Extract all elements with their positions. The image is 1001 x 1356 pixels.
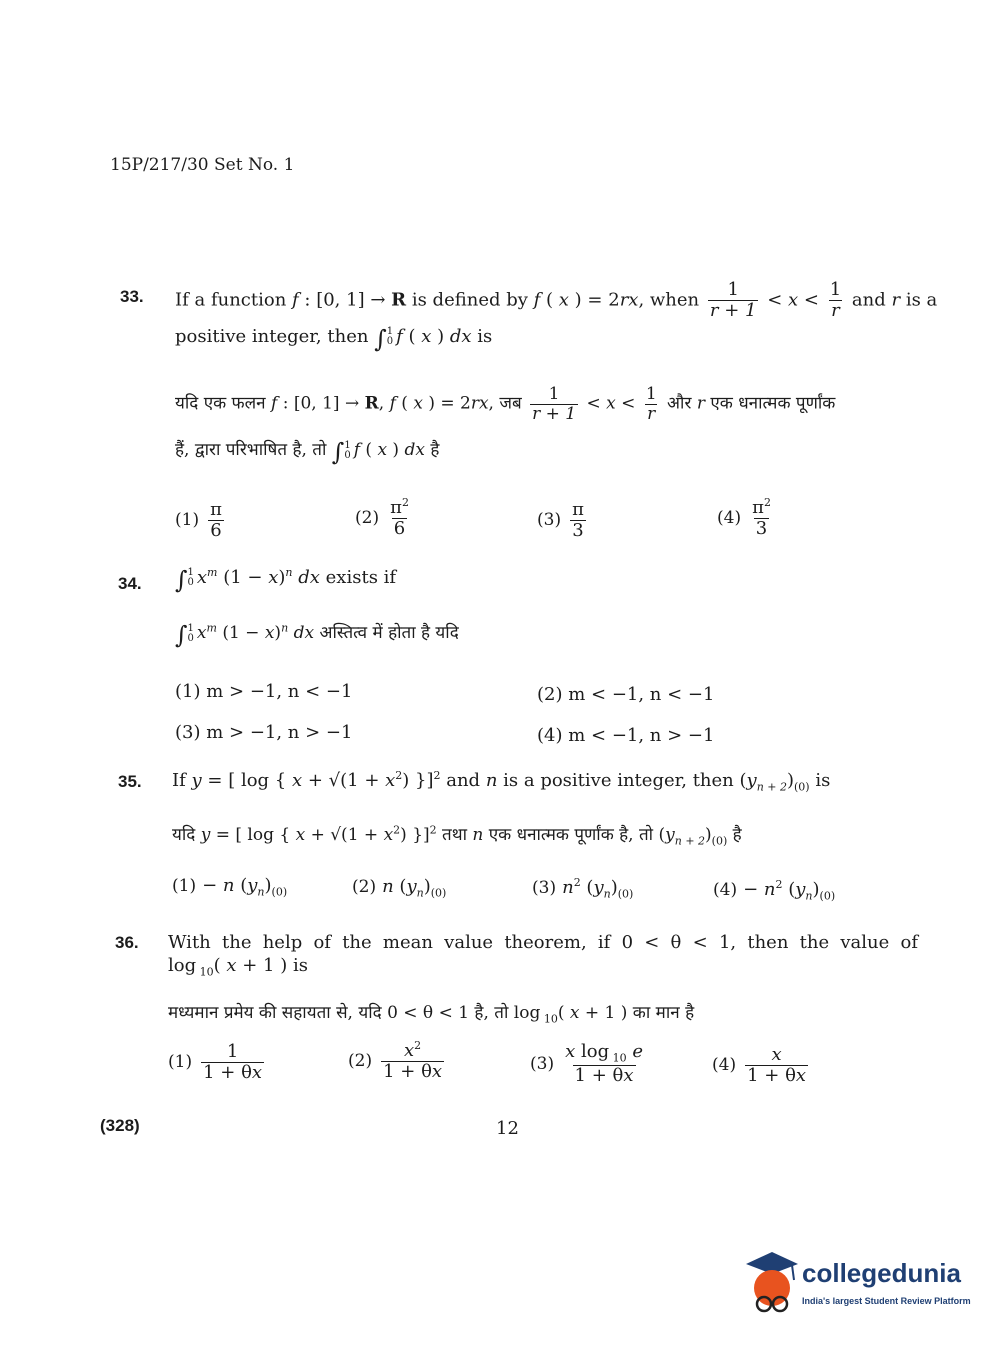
q33-text-e: is a: [905, 289, 938, 311]
q33-option-4[interactable]: (4) $\frac{\pi^2}{3}$: [717, 496, 771, 539]
q35-hindi-c: एक धनात्मक पूर्णांक है, तो: [488, 825, 654, 845]
q36-hindi-a: मध्यमान प्रमेय की सहायता से, यदि 0 < θ < 1 है, तो: [168, 1003, 509, 1023]
q33-hindi-d: एक धनात्मक पूर्णांक: [710, 393, 836, 414]
q34-option-4[interactable]: (4) m < −1, n > −1: [537, 725, 715, 746]
q33-text-a: If a function: [175, 289, 287, 311]
q34-option-2[interactable]: (2) m < −1, n < −1: [537, 684, 715, 705]
q36-hindi: मध्यमान प्रमेय की सहायता से, यदि 0 < θ < 1 है, तो log $_{10}$( x + 1 ) का मान है: [168, 1003, 695, 1026]
q34-hindi: ∫ 1 0 $x^m$ $(1 - x)^n$ dx अस्तित्व में होता है यदि: [175, 621, 459, 649]
q33-hindi-line1: यदि एक फलन f : [0, 1] → R, f ( x ) = 2rx, जब $\frac{1}{r + 1}$ < x < $\frac{1}{r}$ और r एक धनात्मक पूर्णांक: [175, 384, 836, 424]
q34-text-en: exists if: [325, 567, 397, 588]
q35-text-a: If: [172, 770, 186, 791]
q33-hindi-f: है: [430, 440, 440, 460]
q35-option-2[interactable]: (2) n $(y_n)_{(0)}$: [352, 876, 447, 900]
q33-hindi-a: यदि एक फलन: [175, 393, 266, 414]
paper-code: (328): [100, 1116, 140, 1135]
q35-text-c: is a positive integer, then: [503, 770, 734, 791]
question-number-34: 34.: [118, 574, 142, 593]
q34-text-hi: अस्तित्व में होता है यदि: [319, 623, 459, 643]
q35-text-d: is: [815, 770, 831, 791]
q33-text-g: is: [477, 326, 493, 347]
question-number-36: 36.: [115, 933, 139, 952]
q36-text-b: is: [292, 955, 308, 976]
q35-hindi-d: है: [732, 825, 742, 845]
q33-option-1[interactable]: (1) $\frac{\pi}{6}$: [175, 499, 222, 541]
page-number: 12: [496, 1118, 519, 1139]
mascot-icon: [742, 1250, 802, 1320]
q36-english-line2: log $_{10}$( x + 1 ) is: [168, 955, 308, 979]
q36-option-4[interactable]: (4) $\frac{x}{1 + \theta x}$: [712, 1044, 807, 1086]
q33-text-f: positive integer, then: [175, 326, 369, 347]
q33-hindi-e: हैं, द्वारा परिभाषित है, तो: [175, 440, 327, 460]
q35-hindi-a: यदि: [172, 825, 196, 845]
q35-english: If y = [ log { $x + √(1 + x^2)$ }]$^2$ and n is a positive integer, then $(y_{n + 2})_{(0)}$ is: [172, 769, 831, 794]
question-number-33: 33.: [120, 287, 144, 306]
q34-option-1[interactable]: (1) m > −1, n < −1: [175, 681, 353, 702]
question-number-35: 35.: [118, 772, 142, 791]
set-label: 15P/217/30 Set No. 1: [110, 155, 295, 175]
q35-option-1[interactable]: (1) − n $(y_n)_{(0)}$: [172, 875, 288, 899]
q33-english-line2: positive integer, then ∫ 1 0 f ( x ) dx is: [175, 325, 493, 353]
q33-hindi-c: और: [667, 393, 692, 414]
q35-text-b: and: [446, 770, 481, 791]
q33-text-d: and: [851, 289, 886, 311]
q36-option-2[interactable]: (2) $\frac{x^2}{1 + \theta x}$: [348, 1039, 443, 1082]
q36-english-line1: With the help of the mean value theorem, if 0 < θ < 1, then the value of: [168, 932, 918, 953]
q33-text-b: is defined by: [411, 289, 528, 311]
q35-hindi: यदि y = [ log { $x + √(1 + x^2)$ }]$^2$ तथा n एक धनात्मक पूर्णांक है, तो $(y_{n + 2})_{(0)}$ है: [172, 823, 742, 848]
q33-option-2[interactable]: (2) $\frac{\pi^2}{6}$: [355, 496, 409, 539]
q36-option-3[interactable]: (3) $\frac{x \log _{10} e}{1 + \theta x}$: [530, 1041, 643, 1086]
q33-option-3[interactable]: (3) $\frac{\pi}{3}$: [537, 499, 584, 541]
collegedunia-logo: [742, 1250, 972, 1320]
q34-english: ∫ 1 0 $x^m$ $(1 - x)^n$ dx exists if: [175, 566, 397, 594]
q33-hindi-line2: हैं, द्वारा परिभाषित है, तो ∫ 1 0 f ( x ) dx है: [175, 438, 440, 466]
q34-option-3[interactable]: (3) m > −1, n > −1: [175, 722, 353, 743]
q33-hindi-b: जब: [499, 393, 522, 414]
q36-hindi-b: का मान है: [632, 1003, 695, 1023]
brand-name: collegedunia: [802, 1258, 961, 1288]
q35-option-3[interactable]: (3) $n^2$ $(y_n)_{(0)}$: [532, 876, 634, 901]
q36-option-1[interactable]: (1) $\frac{1}{1 + \theta x}$: [168, 1041, 263, 1083]
q33-text-c: , when: [638, 289, 700, 311]
q35-option-4[interactable]: $(4) - n^2$ $(y_n)_{(0)}$: [713, 878, 836, 903]
q35-hindi-b: तथा: [442, 825, 468, 845]
brand-tagline: India's largest Student Review Platform: [802, 1296, 971, 1306]
q33-english-line1: If a function f : [0, 1] → R is defined by f ( x ) = 2rx, when $\frac{1}{r + 1}$ < x < $\frac{1}{r}$ and r is a: [175, 279, 938, 321]
